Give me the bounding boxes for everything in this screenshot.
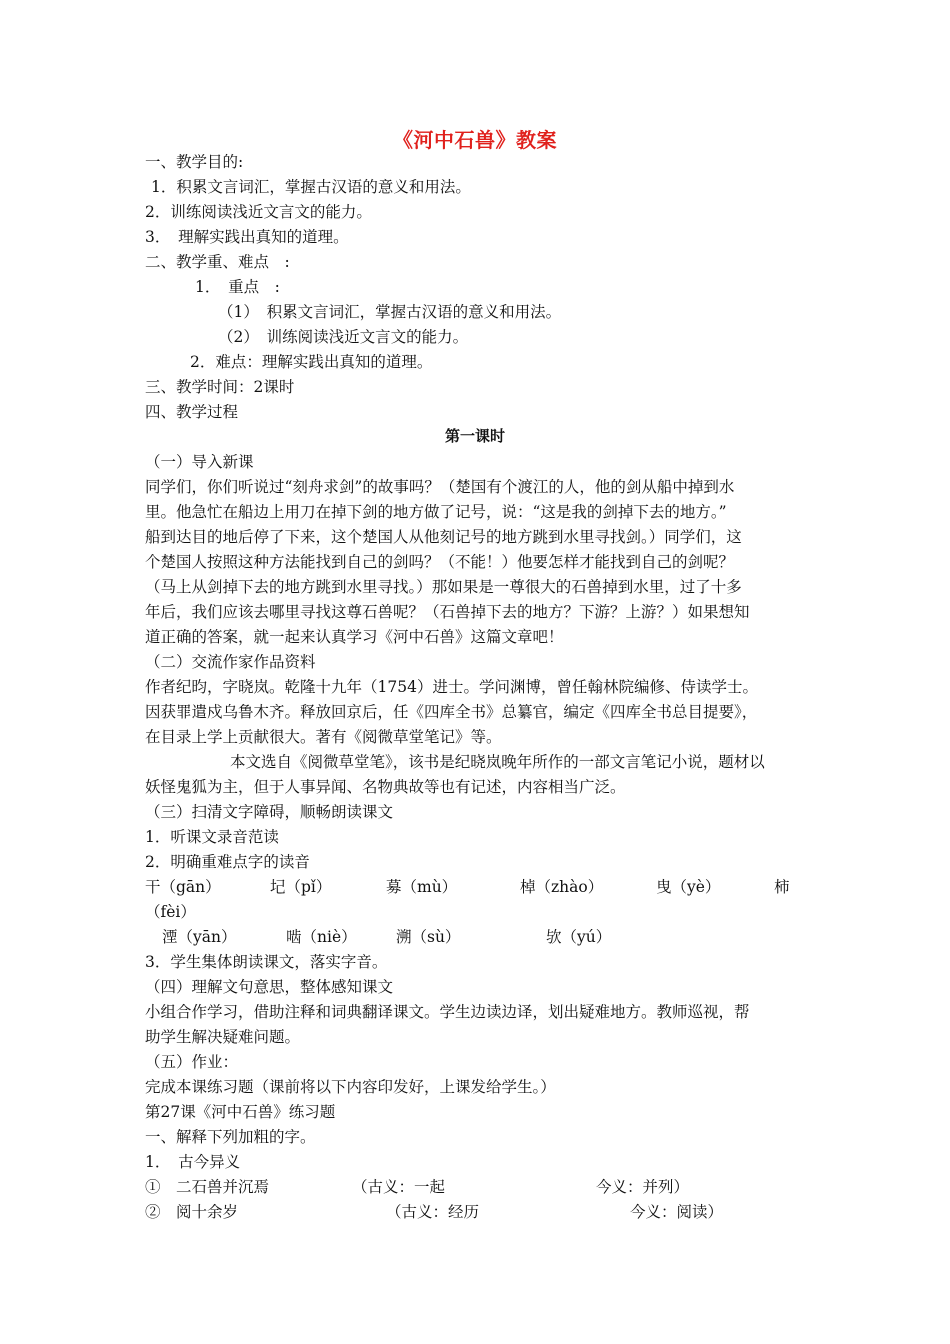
paragraph-line: 妖怪鬼狐为主，但于人事异闻、名物典故等也有记述，内容相当广泛。 — [145, 778, 626, 796]
exercise-row-ancient-meaning: （古义：经历 — [386, 1203, 480, 1221]
list-item: 2．明确重难点字的读音 — [145, 853, 310, 871]
section-objectives-heading: 一、教学目的: — [145, 153, 244, 171]
keypoint-subitem: （2） 训练阅读浅近文言文的能力。 — [218, 328, 469, 346]
keypoint-item: 1． 重点 : — [195, 278, 280, 296]
exercise-title: 第27课《河中石兽》练习题 — [145, 1103, 336, 1121]
paragraph-line: 在目录上学上贡献很大。著有《阅微草堂笔记》等。 — [145, 728, 502, 746]
pronunciation-item: 曳（yè） — [656, 878, 721, 896]
keypoint-subitem: （1） 积累文言词汇，掌握古汉语的意义和用法。 — [218, 303, 562, 321]
paragraph-line: 因获罪遣戍乌鲁木齐。释放回京后，任《四库全书》总纂官，编定《四库全书总目提要》， — [145, 703, 758, 721]
paragraph-line: 完成本课练习题（课前将以下内容印发好，上课发给学生。） — [145, 1078, 556, 1096]
paragraph-line: 同学们，你们听说过“刻舟求剑”的故事吗？（楚国有个渡江的人，他的剑从船中掉到水 — [145, 478, 735, 496]
lesson-heading: 第一课时 — [444, 427, 505, 445]
pronunciation-item: 啮（niè） — [286, 928, 357, 946]
paragraph-line: 道正确的答案，就一起来认真学习《河中石兽》这篇文章吧！ — [145, 628, 564, 646]
pronunciation-item: 溯（sù） — [396, 928, 461, 946]
paragraph-line: 小组合作学习，借助注释和词典翻译课文。学生边读边译，划出疑难地方。教师巡视，帮 — [145, 1003, 750, 1021]
difficulty-item: 2．难点：理解实践出真知的道理。 — [190, 353, 433, 371]
paragraph-line: 船到达目的地后停了下来，这个楚国人从他刻记号的地方跳到水里寻找剑。）同学们，这 — [145, 528, 742, 546]
pronunciation-item: 干（gān） — [145, 878, 221, 896]
step-heading: （四）理解文句意思，整体感知课文 — [145, 978, 394, 996]
exercise-row-modern-meaning: 今义：并列） — [596, 1178, 690, 1196]
step-heading: （二）交流作家作品资料 — [145, 653, 316, 671]
objective-item: 1．积累文言词汇，掌握古汉语的意义和用法。 — [151, 178, 471, 196]
pronunciation-item: （fèi） — [145, 903, 196, 921]
paragraph-line: 里。他急忙在船边上用刀在掉下剑的地方做了记号，说：“这是我的剑掉下去的地方。” — [145, 503, 727, 521]
exercise-row-modern-meaning: 今义：阅读） — [630, 1203, 724, 1221]
pronunciation-item: 湮（yān） — [162, 928, 237, 946]
pronunciation-item: 柿 — [774, 878, 790, 896]
section-process-heading: 四、教学过程 — [145, 403, 239, 421]
pronunciation-item: 棹（zhào） — [520, 878, 604, 896]
exercise-row-word: ① 二石兽并沉焉 — [145, 1178, 270, 1196]
section-time: 三、教学时间：2课时 — [145, 378, 295, 396]
paragraph-line: 个楚国人按照这种方法能找到自己的剑吗？（不能！）他要怎样才能找到自己的剑呢？ — [145, 553, 735, 571]
pronunciation-item: 欤（yú） — [546, 928, 612, 946]
list-item: 3．学生集体朗读课文，落实字音。 — [145, 953, 388, 971]
paragraph-line: （马上从剑掉下去的地方跳到水里寻找。）那如果是一尊很大的石兽掉到水里，过了十多 — [145, 578, 742, 596]
objective-item: 3． 理解实践出真知的道理。 — [145, 228, 349, 246]
exercise-item: 1． 古今异义 — [145, 1153, 241, 1171]
exercise-row-word: ② 阅十余岁 — [145, 1203, 239, 1221]
pronunciation-item: 圮（pǐ） — [270, 878, 332, 896]
paragraph-line: 年后，我们应该去哪里寻找这尊石兽呢？（石兽掉下去的地方？下游？上游？）如果想知 — [145, 603, 750, 621]
list-item: 1．听课文录音范读 — [145, 828, 279, 846]
section-keypoints-heading: 二、教学重、难点 : — [145, 253, 290, 271]
step-heading: （三）扫清文字障碍，顺畅朗读课文 — [145, 803, 394, 821]
paragraph-line: 助学生解决疑难问题。 — [145, 1028, 301, 1046]
exercise-section-heading: 一、解释下列加粗的字。 — [145, 1128, 316, 1146]
step-heading: （一）导入新课 — [145, 453, 254, 471]
paragraph-line: 作者纪昀，字晓岚。乾隆十九年（1754）进士。学问渊博，曾任翰林院编修、侍读学士。 — [145, 678, 758, 696]
step-heading: （五）作业： — [145, 1053, 239, 1071]
objective-item: 2．训练阅读浅近文言文的能力。 — [145, 203, 372, 221]
exercise-row-ancient-meaning: （古义：一起 — [352, 1178, 446, 1196]
pronunciation-item: 募（mù） — [386, 878, 458, 896]
page-title: 《河中石兽》教案 — [393, 128, 557, 152]
paragraph-line: 本文选自《阅微草堂笔》，该书是纪晓岚晚年所作的一部文言笔记小说，题材以 — [230, 753, 765, 771]
